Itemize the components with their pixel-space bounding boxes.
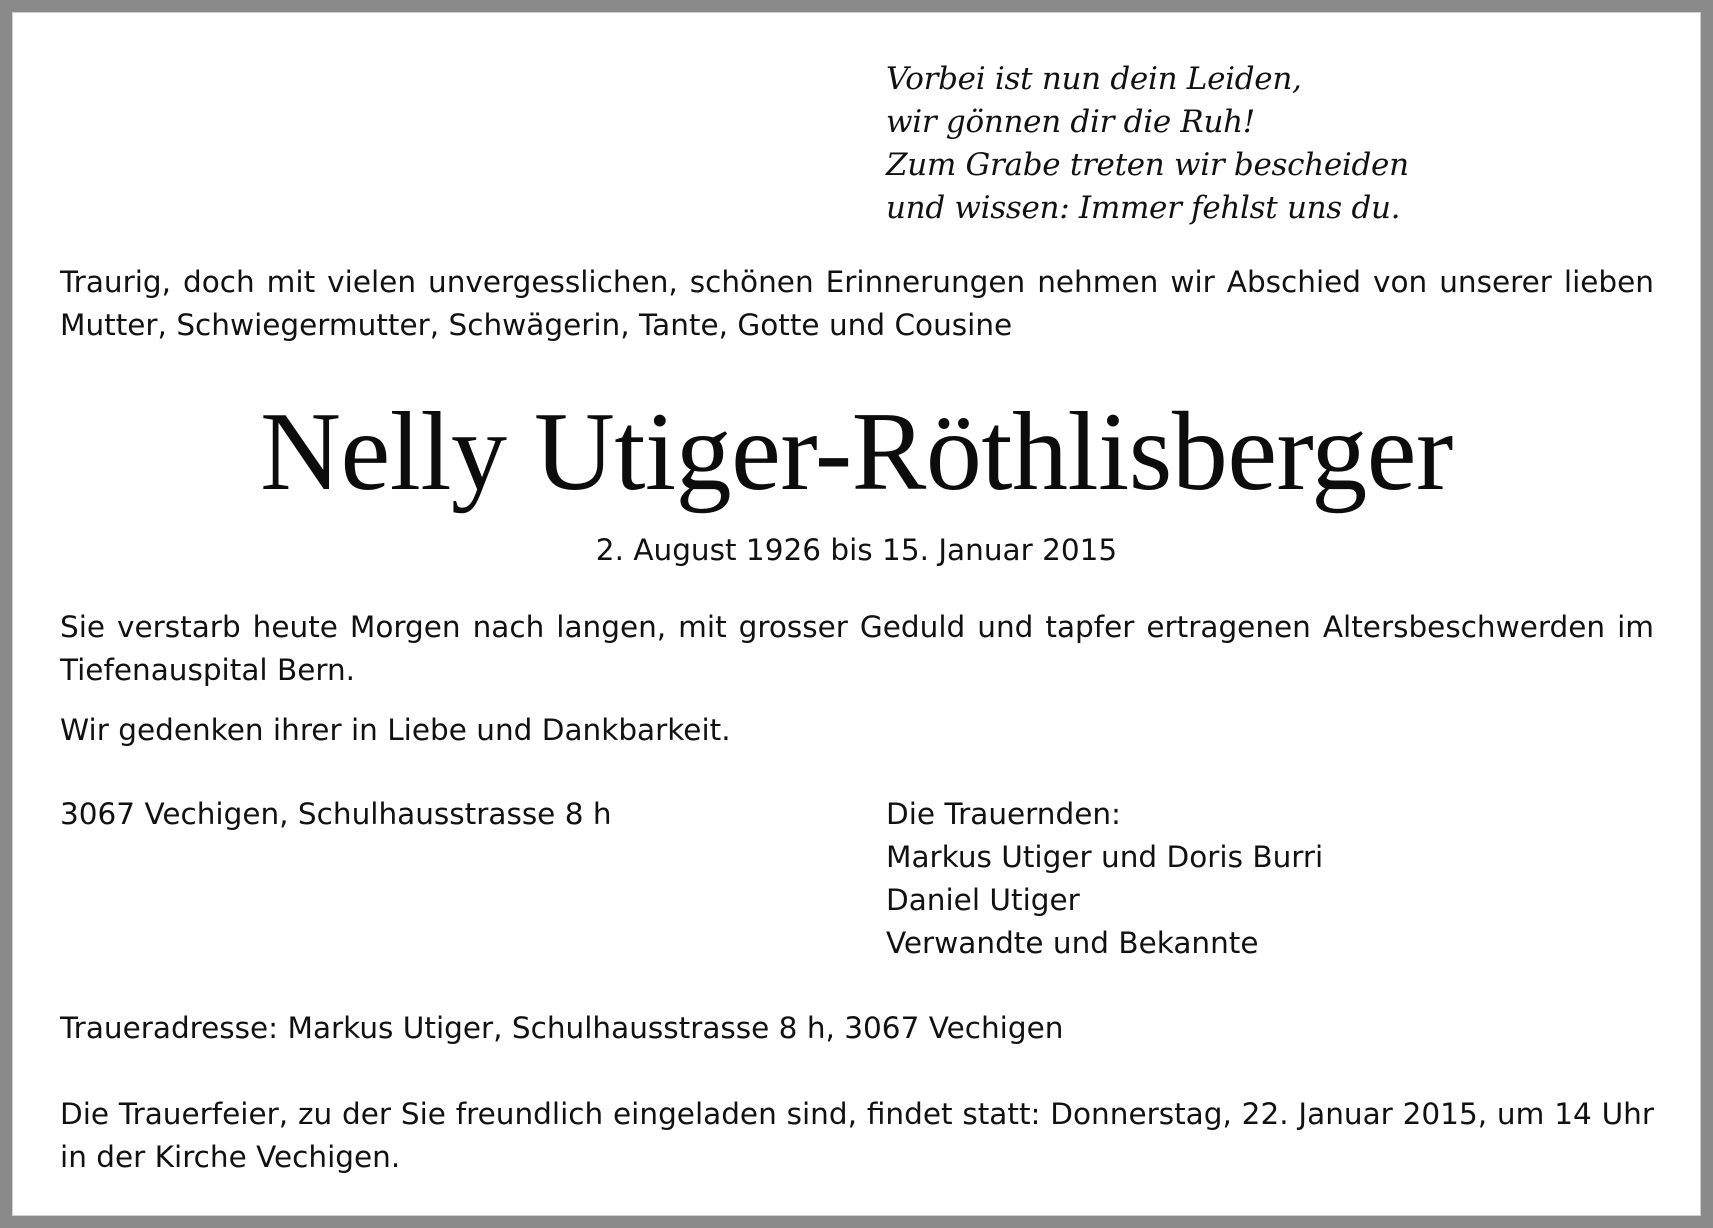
poem-line: und wissen: Immer fehlst uns du.: [886, 190, 1401, 226]
obituary-page: [12, 12, 1701, 1216]
death-notice: Sie verstarb heute Morgen nach langen, mit grosser Geduld und tapfer ertragenen Altersbeschwerden im Tiefenauspital Bern.: [60, 610, 1654, 687]
home-address: 3067 Vechigen, Schulhausstrasse 8 h: [60, 797, 612, 831]
mourners-list: [886, 793, 1323, 965]
mourner-name: Markus Utiger und Doris Burri: [886, 840, 1324, 874]
poem: [886, 58, 1409, 230]
mourners-heading: Die Trauernden:: [886, 797, 1121, 831]
poem-line: wir gönnen dir die Ruh!: [886, 104, 1255, 140]
life-dates: 2. August 1926 bis 15. Januar 2015: [595, 533, 1118, 567]
ceremony-notice: Die Trauerfeier, zu der Sie freundlich eingeladen sind, findet statt: Donnerstag, 22. Januar 2015, um 14 Uhr in der Kirche Vechigen.: [60, 1097, 1654, 1174]
poem-line: Zum Grabe treten wir bescheiden: [886, 147, 1409, 183]
deceased-name: Nelly Utiger-Röthlisberger: [260, 390, 1453, 514]
poem-line: Vorbei ist nun dein Leiden,: [886, 61, 1302, 97]
mourning-address: Traueradresse: Markus Utiger, Schulhausstrasse 8 h, 3067 Vechigen: [60, 1011, 1064, 1045]
mourner-name: Verwandte und Bekannte: [886, 926, 1259, 960]
mourner-name: Daniel Utiger: [886, 883, 1080, 917]
intro-text: Traurig, doch mit vielen unvergesslichen, schönen Erinnerungen nehmen wir Abschied von unserer lieben Mutter, Schwiegermutter, Schwägerin, Tante, Gotte und Cousine: [60, 265, 1654, 342]
remembrance-text: Wir gedenken ihrer in Liebe und Dankbarkeit.: [60, 713, 731, 747]
